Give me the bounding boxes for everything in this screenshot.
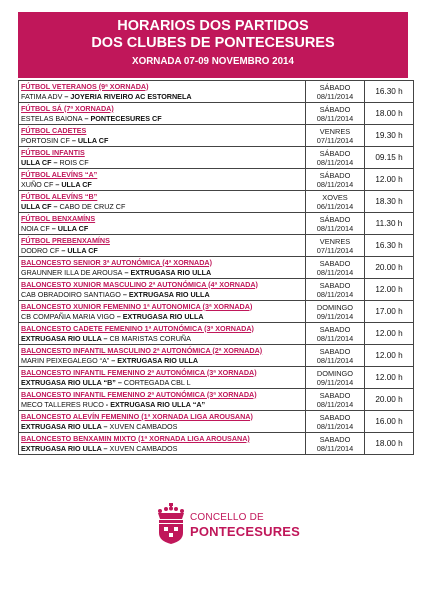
day-label: SABADO: [319, 390, 351, 400]
match-cell: [19, 389, 306, 411]
date-cell: [306, 411, 365, 433]
table-row: [19, 147, 414, 169]
away-team: EXTRUGASA RIO ULLA: [117, 355, 199, 365]
team-separator: –: [115, 377, 124, 387]
away-team: EXTRUGASA RIO ULLA: [122, 311, 204, 321]
date-label: 08/11/2014: [316, 355, 354, 365]
date-label: 08/11/2014: [316, 289, 354, 299]
match-teams: [21, 180, 305, 190]
date-cell: [306, 323, 365, 345]
date-cell: [306, 213, 365, 235]
date-label: 08/11/2014: [316, 179, 354, 189]
team-separator: –: [62, 91, 71, 101]
date-cell: [306, 103, 365, 125]
category-label: BALONCESTO XUNIOR FEMENINO 1ª AUTONOMICA (3ª XORNADA): [21, 301, 253, 311]
match-cell: [19, 411, 306, 433]
team-separator: –: [49, 223, 58, 233]
day-label: SÁBADO: [319, 170, 351, 180]
time-cell: 12.00 h: [365, 323, 414, 345]
table-row: [19, 345, 414, 367]
category-label: BALONCESTO XUNIOR MASCULINO 2ª AUTONÓMICA (4ª XORNADA): [21, 279, 258, 289]
day-label: SÁBADO: [319, 148, 351, 158]
time-cell: 20.00 h: [365, 389, 414, 411]
table-row: [19, 213, 414, 235]
date-label: 08/11/2014: [316, 333, 354, 343]
table-row: [19, 279, 414, 301]
away-team: CORTEGADA CBL L: [123, 377, 191, 387]
day-label: SÁBADO: [319, 82, 351, 92]
home-team: ESTELAS BAIONA: [21, 113, 83, 123]
home-team: CAB OBRADOIRO SANTIAGO: [21, 289, 121, 299]
match-cell: [19, 147, 306, 169]
category-label: FÚTBOL ALEVÍNS “B”: [21, 191, 98, 201]
match-teams: [21, 334, 305, 344]
away-team: ULLA CF: [57, 223, 89, 233]
date-cell: [306, 81, 365, 103]
table-row: [19, 191, 414, 213]
match-teams: [21, 444, 305, 454]
time-cell: 12.00 h: [365, 279, 414, 301]
match-cell: [19, 125, 306, 147]
team-separator: –: [101, 333, 110, 343]
date-cell: [306, 301, 365, 323]
home-team: MECO TALLERES RUCO: [21, 399, 104, 409]
time-cell: 12.00 h: [365, 345, 414, 367]
day-label: SABADO: [319, 346, 351, 356]
team-separator: –: [51, 201, 60, 211]
home-team: EXTRUGASA RIO ULLA “B”: [21, 377, 116, 387]
match-cell: [19, 191, 306, 213]
page-title: HORARIOS DOS PARTIDOS: [117, 18, 309, 34]
home-team: CB COMPAÑIA MARIA VIGO: [21, 311, 115, 321]
date-label: 07/11/2014: [316, 245, 354, 255]
team-separator: –: [51, 157, 60, 167]
category-label: BALONCESTO SENIOR 3ª AUTONÓMICA (4ª XORNADA): [21, 257, 213, 267]
match-teams: [21, 158, 305, 168]
team-separator: –: [114, 311, 123, 321]
day-label: SABADO: [319, 258, 351, 268]
match-teams: [21, 400, 305, 410]
date-cell: [306, 257, 365, 279]
match-teams: [21, 268, 305, 278]
date-cell: [306, 345, 365, 367]
date-label: 08/11/2014: [316, 91, 354, 101]
category-label: BALONCESTO INFANTIL FEMENINO 2ª AUTONÓMICA (3ª XORNADA): [21, 389, 257, 399]
date-label: 08/11/2014: [316, 267, 354, 277]
match-teams: [21, 356, 305, 366]
away-team: ULLA CF: [67, 245, 98, 255]
table-row: [19, 125, 414, 147]
table-row: [19, 169, 414, 191]
away-team: EXTRUGASA RIO ULLA: [130, 267, 212, 277]
match-teams: [21, 136, 305, 146]
away-team: JOYERIA RIVEIRO AC ESTORNELA: [70, 91, 192, 101]
table-row: [19, 433, 414, 455]
team-separator: -: [103, 399, 111, 409]
away-team: CABO DE CRUZ CF: [59, 201, 126, 211]
table-row: [19, 301, 414, 323]
time-cell: 19.30 h: [365, 125, 414, 147]
team-separator: –: [59, 245, 68, 255]
home-team: NOIA CF: [21, 223, 50, 233]
match-cell: [19, 103, 306, 125]
home-team: EXTRUGASA RIO ULLA: [21, 333, 102, 343]
time-cell: 17.00 h: [365, 301, 414, 323]
match-teams: [21, 92, 305, 102]
table-row: [19, 367, 414, 389]
day-label: DOMINGO: [316, 368, 354, 378]
category-label: FÚTBOL CADETES: [21, 125, 87, 135]
away-team: XUVEN CAMBADOS: [109, 421, 178, 431]
match-teams: [21, 246, 305, 256]
home-team: EXTRUGASA RIO ULLA: [21, 443, 102, 453]
day-label: DOMINGO: [316, 302, 354, 312]
team-separator: –: [109, 355, 118, 365]
date-label: 08/11/2014: [316, 421, 354, 431]
concello-logo: [156, 503, 301, 547]
match-cell: [19, 169, 306, 191]
match-teams: [21, 224, 305, 234]
day-label: VENRES: [319, 236, 351, 246]
date-cell: [306, 389, 365, 411]
match-teams: [21, 114, 305, 124]
home-team: ULLA CF: [21, 157, 52, 167]
home-team: XUÑO CF: [21, 179, 54, 189]
logo-line2: PONTECESURES: [190, 524, 301, 539]
logo-line1: CONCELLO DE: [190, 512, 264, 523]
match-cell: [19, 433, 306, 455]
day-label: VENRES: [319, 126, 351, 136]
category-label: FÚTBOL BENXAMÍNS: [21, 213, 96, 223]
team-separator: –: [101, 443, 110, 453]
team-separator: –: [53, 179, 62, 189]
time-cell: 12.00 h: [365, 169, 414, 191]
team-separator: –: [69, 135, 78, 145]
date-label: 07/11/2014: [316, 135, 354, 145]
page-title-line2: DOS CLUBES DE PONTECESURES: [91, 35, 335, 51]
match-cell: [19, 235, 306, 257]
date-cell: [306, 147, 365, 169]
away-team: ROIS CF: [59, 157, 89, 167]
team-separator: –: [82, 113, 91, 123]
date-label: 06/11/2014: [316, 201, 354, 211]
home-team: FATIMA ADV: [21, 91, 63, 101]
date-cell: [306, 367, 365, 389]
home-team: EXTRUGASA RIO ULLA: [21, 421, 102, 431]
time-cell: 18.00 h: [365, 433, 414, 455]
page-subtitle: XORNADA 07-09 NOVEMBRO 2014: [132, 56, 294, 67]
crown-crest-icon: [156, 503, 186, 545]
date-label: 08/11/2014: [316, 157, 354, 167]
category-label: FÚTBOL ALEVÍNS “A”: [21, 169, 98, 179]
time-cell: 20.00 h: [365, 257, 414, 279]
team-separator: –: [101, 421, 110, 431]
date-cell: [306, 169, 365, 191]
date-cell: [306, 191, 365, 213]
home-team: MARIN PEIXEGALEGO “A”: [21, 355, 110, 365]
date-label: 08/11/2014: [316, 113, 354, 123]
away-team: EXTRUGASA RIO ULLA “A”: [110, 399, 206, 409]
table-row: [19, 323, 414, 345]
table-row: [19, 389, 414, 411]
away-team: CB MARISTAS CORUÑA: [109, 333, 191, 343]
match-cell: [19, 279, 306, 301]
match-cell: [19, 81, 306, 103]
match-teams: [21, 422, 305, 432]
match-teams: [21, 378, 305, 388]
time-cell: 18.00 h: [365, 103, 414, 125]
date-cell: [306, 279, 365, 301]
match-teams: [21, 202, 305, 212]
date-cell: [306, 235, 365, 257]
day-label: SABADO: [319, 324, 351, 334]
time-cell: 16.30 h: [365, 235, 414, 257]
date-label: 08/11/2014: [316, 399, 354, 409]
time-cell: 16.00 h: [365, 411, 414, 433]
date-label: 09/11/2014: [316, 311, 354, 321]
time-cell: 11.30 h: [365, 213, 414, 235]
team-separator: –: [122, 267, 131, 277]
day-label: SÁBADO: [319, 104, 351, 114]
day-label: SÁBADO: [319, 214, 351, 224]
match-cell: [19, 345, 306, 367]
match-cell: [19, 323, 306, 345]
date-label: 08/11/2014: [316, 443, 354, 453]
category-label: FÚTBOL INFANTIS: [21, 147, 85, 157]
category-label: BALONCESTO BENXAMIN MIXTO (1ª XORNADA LIGA AROUSANA): [21, 433, 250, 443]
category-label: BALONCESTO INFANTIL MASCULINO 2ª AUTONÓMICA (2ª XORNADA): [21, 345, 263, 355]
date-cell: [306, 433, 365, 455]
category-label: BALONCESTO CADETE FEMENINO 1ª AUTONÓMICA (3ª XORNADA): [21, 323, 254, 333]
match-cell: [19, 301, 306, 323]
home-team: DODRO CF: [21, 245, 60, 255]
schedule-table: [18, 80, 414, 455]
date-label: 08/11/2014: [316, 223, 354, 233]
category-label: BALONCESTO ALEVÍN FEMENINO (1ª XORNADA LIGA AROUSANA): [21, 411, 253, 421]
time-cell: 12.00 h: [365, 367, 414, 389]
category-label: BALONCESTO INFANTIL FEMENINO 2ª AUTONÓMICA (3ª XORNADA): [21, 367, 257, 377]
category-label: FÚTBOL SÁ (7ª XORNADA): [21, 103, 114, 113]
match-cell: [19, 367, 306, 389]
table-row: [19, 235, 414, 257]
away-team: XUVEN CAMBADOS: [109, 443, 178, 453]
day-label: SABADO: [319, 280, 351, 290]
day-label: XOVES: [322, 192, 348, 202]
home-team: ULLA CF: [21, 201, 52, 211]
away-team: PONTECESURES CF: [90, 113, 162, 123]
match-cell: [19, 213, 306, 235]
table-row: [19, 103, 414, 125]
day-label: SABADO: [319, 412, 351, 422]
table-row: [19, 411, 414, 433]
time-cell: 09.15 h: [365, 147, 414, 169]
table-row: [19, 257, 414, 279]
team-separator: –: [120, 289, 129, 299]
home-team: GRAUNNER ILLA DE AROUSA: [21, 267, 123, 277]
match-cell: [19, 257, 306, 279]
match-teams: [21, 290, 305, 300]
time-cell: 18.30 h: [365, 191, 414, 213]
match-teams: [21, 312, 305, 322]
date-cell: [306, 125, 365, 147]
table-row: [19, 81, 414, 103]
away-team: EXTRUGASA RIO ULLA: [128, 289, 210, 299]
header-banner: [18, 12, 408, 78]
category-label: FÚTBOL PREBENXAMÍNS: [21, 235, 110, 245]
category-label: FÚTBOL VETERANOS (9ª XORNADA): [21, 81, 149, 91]
day-label: SABADO: [319, 434, 351, 444]
away-team: ULLA CF: [77, 135, 109, 145]
time-cell: 16.30 h: [365, 81, 414, 103]
home-team: PORTOSIN CF: [21, 135, 70, 145]
away-team: ULLA CF: [61, 179, 92, 189]
date-label: 09/11/2014: [316, 377, 354, 387]
